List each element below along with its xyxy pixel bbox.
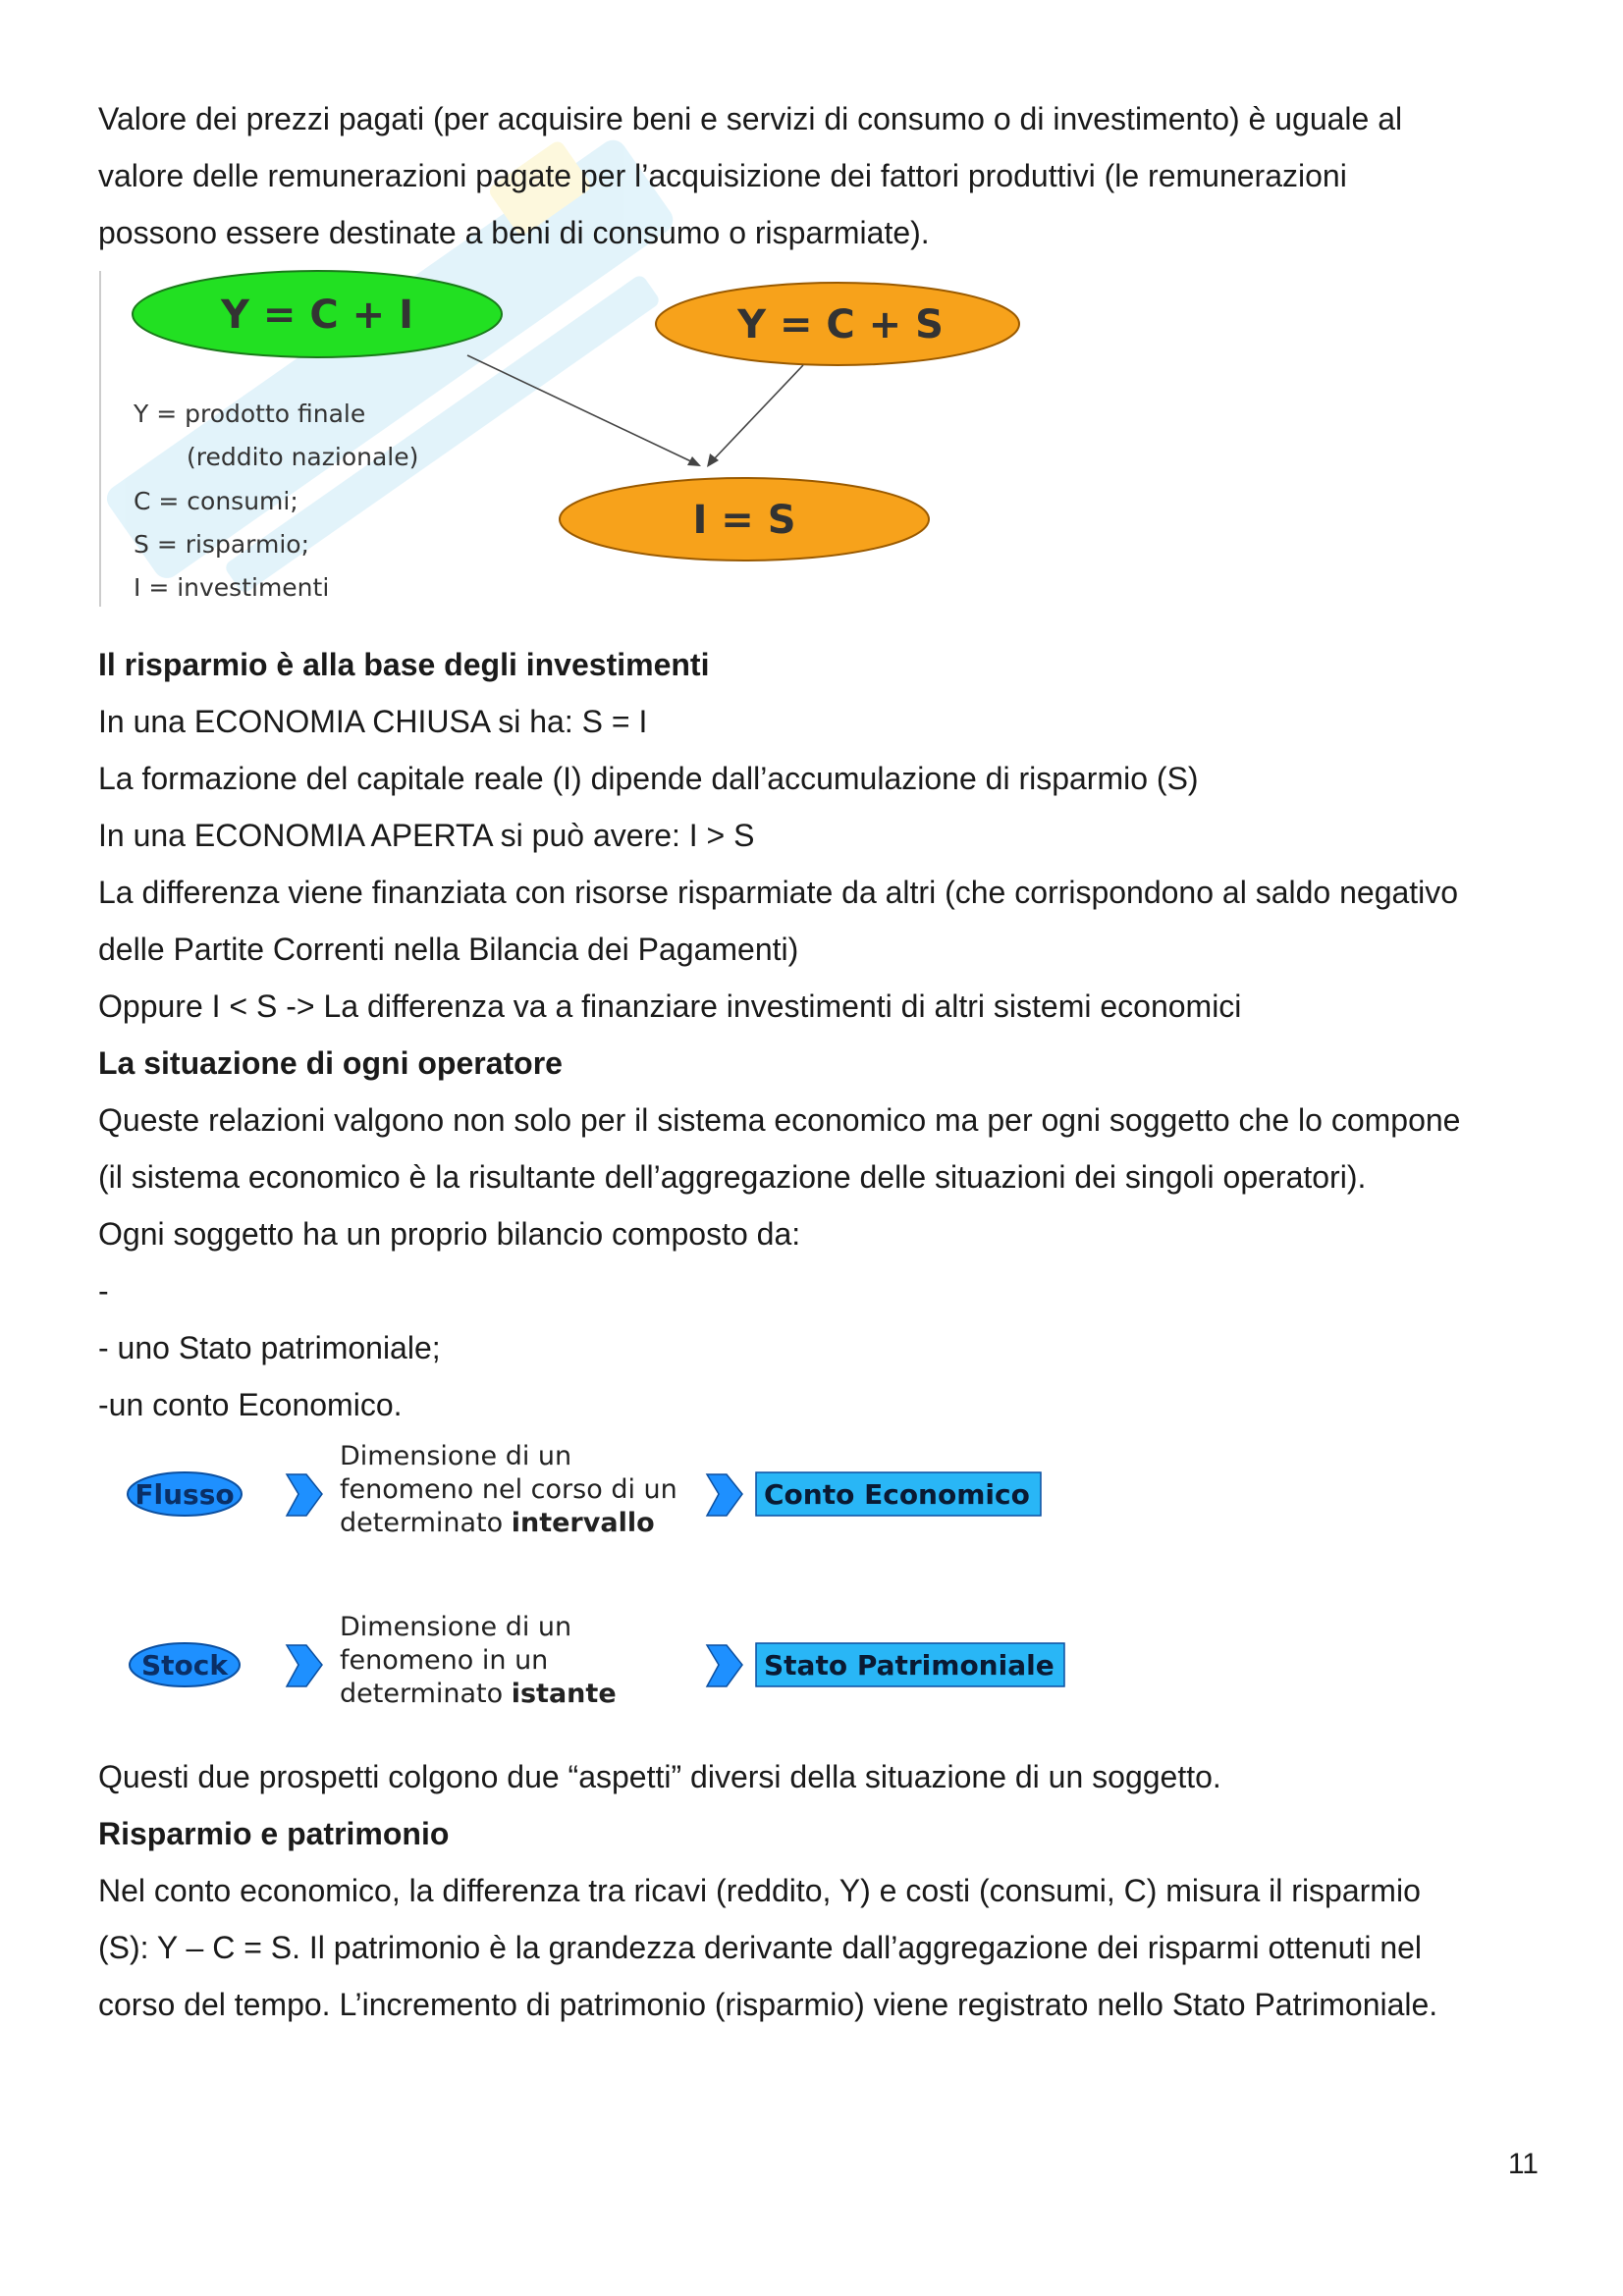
list-item: - uno Stato patrimoniale; (98, 1330, 441, 1365)
section-risparmio-patrimonio (98, 1748, 1532, 2033)
equation-y-c-i: Y = C + I (221, 293, 413, 338)
stock-desc-bold: istante (511, 1679, 617, 1709)
paragraph-line: La formazione del capitale reale (I) dipende dall’accumulazione di risparmio (S) (98, 761, 1199, 796)
legend-line: C = consumi; (134, 487, 298, 515)
tag-flusso-label: Flusso (135, 1478, 235, 1511)
flusso-desc-normal: determinato (340, 1508, 512, 1538)
section-risparmio-investimenti (98, 636, 1532, 1035)
paragraph-line: Ogni soggetto ha un proprio bilancio composto da: (98, 1216, 801, 1252)
stock-desc-line: fenomeno in un (340, 1645, 549, 1676)
arrow-right-icon (707, 1474, 742, 1516)
paragraph-line: In una ECONOMIA APERTA si può avere: I > S (98, 818, 755, 853)
equilibrium-diagram (96, 267, 1029, 611)
arrow-right-icon (707, 1645, 742, 1686)
section-heading: Risparmio e patrimonio (98, 1816, 450, 1851)
list-item: - (98, 1273, 109, 1308)
paragraph-line: Questi due prospetti colgono due “aspetti” diversi della situazione di un soggetto. (98, 1759, 1221, 1794)
section-heading: La situazione di ogni operatore (98, 1045, 563, 1081)
legend-line: (reddito nazionale) (187, 443, 419, 471)
flusso-desc-line: Dimensione di un (340, 1441, 572, 1471)
paragraph-line: Queste relazioni valgono non solo per il sistema economico ma per ogni soggetto che lo compone (98, 1102, 1461, 1138)
section-heading: Il risparmio è alla base degli investimenti (98, 647, 710, 682)
stock-desc-line (340, 1679, 617, 1709)
legend-line: S = risparmio; (134, 530, 310, 559)
legend-line: Y = prodotto finale (134, 400, 366, 428)
paragraph-line: In una ECONOMIA CHIUSA si ha: S = I (98, 704, 648, 739)
stock-desc-normal: determinato (340, 1679, 512, 1709)
legend-line: I = investimenti (134, 573, 330, 602)
list-item: -un conto Economico. (98, 1387, 403, 1422)
paragraph-line: (il sistema economico è la risultante dell’aggregazione delle situazioni dei singoli operatori). (98, 1159, 1367, 1195)
flow-stock-diagram (116, 1435, 1078, 1730)
section-situazione-operatore (98, 1035, 1532, 1433)
paragraph-line: Nel conto economico, la differenza tra ricavi (reddito, Y) e costi (consumi, C) misura il risparmio (98, 1873, 1421, 1908)
page-number: 11 (1507, 2148, 1539, 2180)
equation-i-s: I = S (692, 498, 796, 543)
arrow-left-to-result (467, 355, 695, 463)
flow-row-stock (130, 1612, 1064, 1709)
paragraph-line: La differenza viene finanziata con risorse risparmiate da altri (che corrispondono al saldo negativo (98, 875, 1459, 910)
arrow-right-to-result (712, 365, 803, 461)
intro-line: Valore dei prezzi pagati (per acquisire beni e servizi di consumo o di investimento) è uguale al (98, 101, 1403, 136)
equation-y-c-s: Y = C + S (737, 302, 944, 347)
tag-stock-label: Stock (140, 1649, 229, 1682)
paragraph-line: corso del tempo. L’incremento di patrimonio (risparmio) viene registrato nello Stato Patrimoniale. (98, 1987, 1438, 2022)
flusso-desc-line (340, 1508, 655, 1538)
flow-row-flusso (128, 1441, 1041, 1538)
arrow-right-icon (287, 1474, 322, 1516)
flusso-desc-line: fenomeno nel corso di un (340, 1474, 677, 1505)
flusso-desc-bold: intervallo (511, 1508, 655, 1538)
intro-line: valore delle remunerazioni pagate per l’acquisizione dei fattori produttivi (le remunerazioni (98, 158, 1347, 193)
paragraph-line: delle Partite Correnti nella Bilancia dei Pagamenti) (98, 932, 799, 967)
paragraph-line: (S): Y – C = S. Il patrimonio è la grandezza derivante dall’aggregazione dei risparmi ottenuti nel (98, 1930, 1423, 1965)
intro-paragraph (98, 90, 1532, 261)
result-stato-patrimoniale: Stato Patrimoniale (764, 1649, 1055, 1682)
stock-desc-line: Dimensione di un (340, 1612, 572, 1642)
intro-line: possono essere destinate a beni di consumo o risparmiate). (98, 215, 930, 250)
paragraph-line: Oppure I < S -> La differenza va a finanziare investimenti di altri sistemi economici (98, 988, 1242, 1024)
arrow-right-icon (287, 1645, 322, 1686)
result-conto-economico: Conto Economico (764, 1478, 1030, 1511)
